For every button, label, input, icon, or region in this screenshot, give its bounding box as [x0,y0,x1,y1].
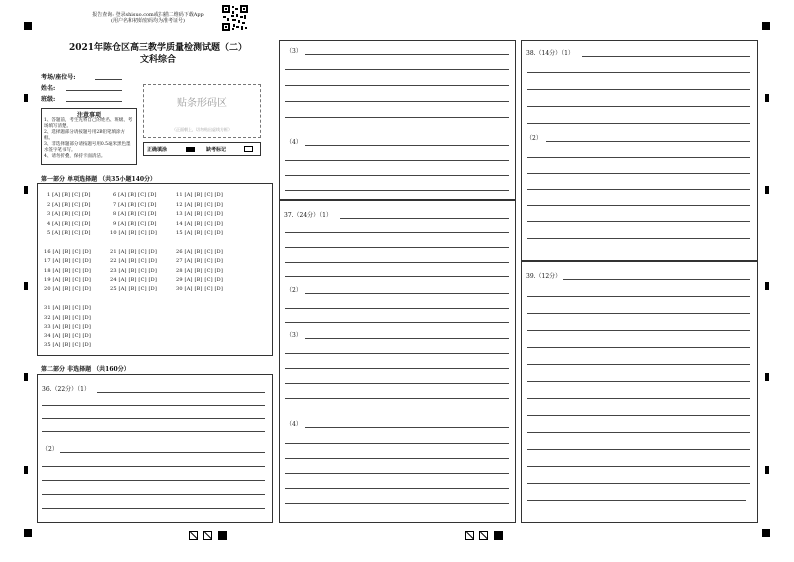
mc-item[interactable]: 19 [A] [B] [C] [D] [44,277,92,283]
answer-line[interactable] [527,173,750,174]
absent-mark-box[interactable] [244,146,253,152]
mc-item[interactable]: 24 [A] [B] [C] [D] [110,277,158,283]
mc-item[interactable]: 1 [A] [B] [C] [D] [47,192,91,198]
q36-answer-box [37,374,273,523]
mc-item[interactable]: 34 [A] [B] [C] [D] [44,333,92,339]
answer-line[interactable] [527,500,746,501]
mc-item[interactable]: 29 [A] [B] [C] [D] [176,277,224,283]
answer-line[interactable] [527,189,750,190]
timing-mark [765,94,769,102]
answer-line[interactable] [527,381,750,382]
mc-item[interactable]: 13 [A] [B] [C] [D] [176,211,224,217]
answer-line[interactable] [527,466,750,467]
q37-part3-label: （3） [286,332,302,339]
mc-item[interactable]: 30 [A] [B] [C] [D] [176,286,224,292]
timing-mark [24,466,28,474]
answer-line[interactable] [285,488,509,489]
answer-line[interactable] [285,368,509,369]
timing-mark [24,373,28,381]
class-label: 班级: [41,96,56,103]
answer-line[interactable] [42,405,265,406]
answer-line[interactable] [527,72,750,73]
answer-line[interactable] [527,449,750,450]
page-id-mark [479,531,488,540]
answer-line[interactable] [527,364,750,365]
mc-item[interactable]: 5 [A] [B] [C] [D] [47,230,91,236]
mc-item[interactable]: 26 [A] [B] [C] [D] [176,249,224,255]
q38-answer-box [521,40,758,261]
answer-line[interactable] [285,443,509,444]
absent-mark-label: 缺考标记 [206,147,227,153]
answer-line[interactable] [285,247,509,248]
answer-line[interactable] [305,427,509,428]
answer-line[interactable] [527,398,750,399]
q37-answer-box [279,200,516,523]
answer-line[interactable] [285,175,509,176]
notes-title: 注意事项 [76,112,101,119]
page-id-mark [218,531,227,540]
timing-mark [765,466,769,474]
timing-mark [24,94,28,102]
answer-line[interactable] [527,89,750,90]
notice-line-1: 报告查询: 登录shisuo.com或扫描二维码下载App [92,12,204,18]
q37-label: 37.（24分）（1） [284,212,332,219]
answer-line[interactable] [285,117,509,118]
mc-item[interactable]: 14 [A] [B] [C] [D] [176,221,224,227]
report-notice [78,12,218,24]
answer-line[interactable] [42,508,265,509]
mc-item[interactable]: 21 [A] [B] [C] [D] [110,249,158,255]
answer-line[interactable] [285,353,509,354]
name-field[interactable] [66,90,122,91]
answer-line[interactable] [285,232,509,233]
mc-item[interactable]: 11 [A] [B] [C] [D] [176,192,224,198]
mc-item[interactable]: 16 [A] [B] [C] [D] [44,249,92,255]
mc-item[interactable]: 35 [A] [B] [C] [D] [44,342,92,348]
mc-item[interactable]: 6 [A] [B] [C] [D] [113,192,157,198]
mc-item[interactable]: 8 [A] [B] [C] [D] [113,211,157,217]
col2-top-box [279,40,516,200]
barcode-hint: （正面朝上，切勿贴出虚线方框） [172,127,232,132]
mc-item[interactable]: 15 [A] [B] [C] [D] [176,230,224,236]
mc-item[interactable]: 2 [A] [B] [C] [D] [47,202,91,208]
barcode-label: 贴条形码区 [177,98,227,109]
answer-line[interactable] [527,157,750,158]
q36-label: 36.（22分）（1） [42,386,90,393]
answer-line[interactable] [527,483,750,484]
answer-line[interactable] [285,308,509,309]
answer-line[interactable] [527,123,750,124]
answer-line[interactable] [60,452,265,453]
mc-item[interactable]: 7 [A] [B] [C] [D] [113,202,157,208]
answer-line[interactable] [546,141,750,142]
answer-line[interactable] [527,415,750,416]
correct-fill-label: 正确填涂 [147,147,168,153]
answer-line[interactable] [305,293,509,294]
answer-line[interactable] [527,221,750,222]
section2-title: 第二部分 非选择题 （共160分） [41,366,130,373]
timing-mark [765,282,769,290]
answer-line[interactable] [285,322,509,323]
note-item: 2、选择题部分请按题号用2B铅笔填涂方框。 [44,130,126,141]
answer-line[interactable] [97,392,265,393]
mc-item[interactable]: 28 [A] [B] [C] [D] [176,268,224,274]
timing-mark [765,186,769,194]
answer-line[interactable] [582,56,750,57]
qr-code [222,5,248,31]
answer-line[interactable] [305,338,509,339]
answer-line[interactable] [527,205,750,206]
fill-example-box [143,142,261,156]
mc-item[interactable]: 33 [A] [B] [C] [D] [44,324,92,330]
answer-line[interactable] [285,473,509,474]
answer-line[interactable] [285,503,509,504]
answer-line[interactable] [285,276,509,277]
note-item: 3、非选择题部分请按题号用0.5毫米黑色墨水签字笔书写。 [44,142,131,153]
mc-item[interactable]: 3 [A] [B] [C] [D] [47,211,91,217]
answer-line[interactable] [285,458,509,459]
answer-line[interactable] [563,279,750,280]
q36-part4-label: （4） [286,139,302,146]
answer-line[interactable] [285,101,509,102]
q39-label: 39.（12分） [526,273,562,280]
q38-part2-label: （2） [526,135,542,142]
name-label: 姓名: [41,85,56,92]
q36-part3-label: （3） [286,48,302,55]
answer-line[interactable] [527,313,750,314]
answer-line[interactable] [42,431,265,432]
answer-line[interactable] [527,330,750,331]
exam-room-field[interactable] [95,79,122,80]
page-id-mark [494,531,503,540]
answer-line[interactable] [340,218,509,219]
mc-item[interactable]: 32 [A] [B] [C] [D] [44,315,92,321]
answer-line[interactable] [285,398,509,399]
corner-marker-tr [762,22,770,30]
timing-mark [765,373,769,381]
answer-line[interactable] [285,190,509,191]
mc-item[interactable]: 4 [A] [B] [C] [D] [47,221,91,227]
answer-line[interactable] [305,54,509,55]
mc-item[interactable]: 20 [A] [B] [C] [D] [44,286,92,292]
q38-label: 38.（14分）（1） [526,50,574,57]
section1-title: 第一部分 单项选择题 （共35小题140分） [41,176,157,183]
corner-marker-bl [24,529,32,537]
mc-item[interactable]: 25 [A] [B] [C] [D] [110,286,158,292]
page-id-mark [203,531,212,540]
mc-item[interactable]: 23 [A] [B] [C] [D] [110,268,158,274]
note-item: 4、请勿折叠，保持卡面清洁。 [44,154,106,159]
mc-item[interactable]: 22 [A] [B] [C] [D] [110,258,158,264]
answer-line[interactable] [42,480,265,481]
mc-item[interactable]: 12 [A] [B] [C] [D] [176,202,224,208]
answer-line[interactable] [285,85,509,86]
mc-item[interactable]: 18 [A] [B] [C] [D] [44,268,92,274]
mc-item[interactable]: 17 [A] [B] [C] [D] [44,258,92,264]
mc-item[interactable]: 27 [A] [B] [C] [D] [176,258,224,264]
answer-line[interactable] [285,69,509,70]
q37-part4-label: （4） [286,421,302,428]
exam-subtitle: 文科综合 [139,55,176,65]
page-id-mark [465,531,474,540]
mc-item[interactable]: 9 [A] [B] [C] [D] [113,221,157,227]
note-item: 1、答题前，考生先将自己的姓名、班级、考场填写清楚。 [44,118,133,129]
exam-title: 2021年陈仓区高三教学质量检测试题（二） [68,43,248,53]
mc-item[interactable]: 10 [A] [B] [C] [D] [110,230,158,236]
barcode-area [143,84,261,138]
answer-line[interactable] [285,160,509,161]
answer-line[interactable] [527,432,750,433]
q37-part2-label: （2） [286,287,302,294]
timing-mark [24,186,28,194]
answer-line[interactable] [285,262,509,263]
notes-box [41,108,137,165]
exam-room-label: 考场/座位号: [41,74,76,81]
answer-line[interactable] [527,106,750,107]
notice-line-2: (用户名和初始密码均为准考证号) [111,18,185,24]
timing-mark [24,282,28,290]
answer-line[interactable] [42,466,265,467]
correct-fill-sample [186,147,195,152]
page-id-mark [189,531,198,540]
answer-line[interactable] [527,238,750,239]
q36-part2-label: （2） [42,446,58,453]
class-field[interactable] [66,101,122,102]
corner-marker-br [762,529,770,537]
corner-marker-tl [24,22,32,30]
answer-line[interactable] [527,347,750,348]
answer-line[interactable] [42,418,265,419]
answer-line[interactable] [285,383,509,384]
mc-item[interactable]: 31 [A] [B] [C] [D] [44,305,92,311]
answer-line[interactable] [42,494,265,495]
notes-list [44,118,134,160]
answer-line[interactable] [527,296,750,297]
answer-line[interactable] [305,145,509,146]
